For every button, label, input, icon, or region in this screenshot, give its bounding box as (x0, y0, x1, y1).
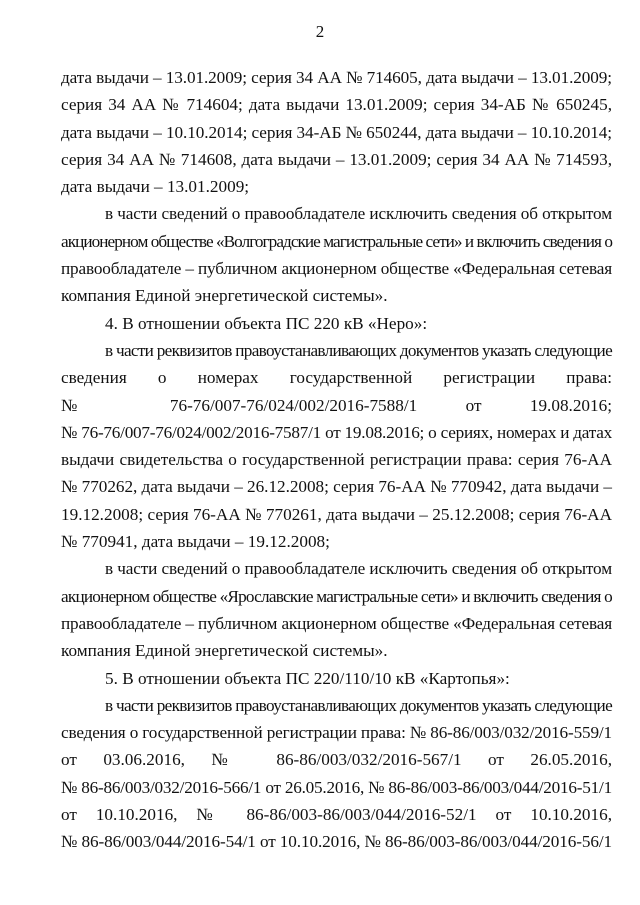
text-line: правообладателе – публичном акционерном обществе «Федеральная сетевая (61, 259, 612, 279)
text-line: серия 34 АА № 714608, дата выдачи – 13.01.2009; серия 34 АА № 714593, (61, 149, 612, 169)
text-line: от 03.06.2016, № 86-86/003/032/2016-567/1 от 26.05.2016, (61, 750, 612, 770)
text-line: компания Единой энергетической системы». (61, 641, 388, 661)
text-line: дата выдачи – 13.01.2009; (61, 177, 250, 197)
text-line: акционерном обществе «Ярославские магистральные сети» и включить сведения о (61, 586, 612, 606)
text-line: дата выдачи – 13.01.2009; серия 34 АА № 714605, дата выдачи – 13.01.2009; (61, 68, 612, 87)
text-line: в части сведений о правообладателе исключить сведения об открытом (105, 204, 612, 224)
document-body (61, 64, 612, 856)
text-line: сведения о государственной регистрации права: № 86-86/003/032/2016-559/1 (61, 723, 612, 743)
page-number: 2 (315, 22, 325, 41)
text-line: № 76-76/007-76/024/002/2016-7588/1 от 19.08.2016; (61, 395, 612, 415)
text-line: № 86-86/003/032/2016-566/1 от 26.05.2016, № 86-86/003-86/003/044/2016-51/1 (61, 777, 612, 797)
text-line: 5. В отношении объекта ПС 220/110/10 кВ «Картопья»: (105, 668, 510, 688)
text-line: дата выдачи – 10.10.2014; серия 34-АБ № 650244, дата выдачи – 10.10.2014; (61, 122, 612, 142)
text-line: № 770262, дата выдачи – 26.12.2008; серия 76-АА № 770942, дата выдачи – (61, 477, 612, 497)
text-line: правообладателе – публичном акционерном обществе «Федеральная сетевая (61, 613, 612, 633)
text-line: акционерном обществе «Волгоградские магистральные сети» и включить сведения о (61, 231, 612, 251)
text-line: в части сведений о правообладателе исключить сведения об открытом (105, 559, 612, 579)
text-line: 19.12.2008; серия 76-АА № 770261, дата выдачи – 25.12.2008; серия 76-АА (61, 504, 612, 524)
text-line: серия 34 АА № 714604; дата выдачи 13.01.2009; серия 34-АБ № 650245, (61, 95, 612, 115)
text-line: № 76-76/007-76/024/002/2016-7587/1 от 19.08.2016; о сериях, номерах и датах (61, 422, 612, 442)
text-line: от 10.10.2016, № 86-86/003-86/003/044/2016-52/1 от 10.10.2016, (61, 805, 612, 825)
text-line: в части реквизитов правоустанавливающих документов указать следующие (105, 695, 612, 715)
text-line: компания Единой энергетической системы». (61, 286, 388, 306)
text-line: № 770941, дата выдачи – 19.12.2008; (61, 532, 330, 552)
text-line: сведения о номерах государственной регистрации права: (61, 368, 612, 388)
text-line: выдачи свидетельства о государственной регистрации права: серия 76-АА (61, 450, 612, 470)
text-line: 4. В отношении объекта ПС 220 кВ «Неро»: (105, 313, 428, 333)
text-line: № 86-86/003/044/2016-54/1 от 10.10.2016, № 86-86/003-86/003/044/2016-56/1 (61, 832, 612, 852)
text-line: в части реквизитов правоустанавливающих документов указать следующие (105, 340, 612, 360)
